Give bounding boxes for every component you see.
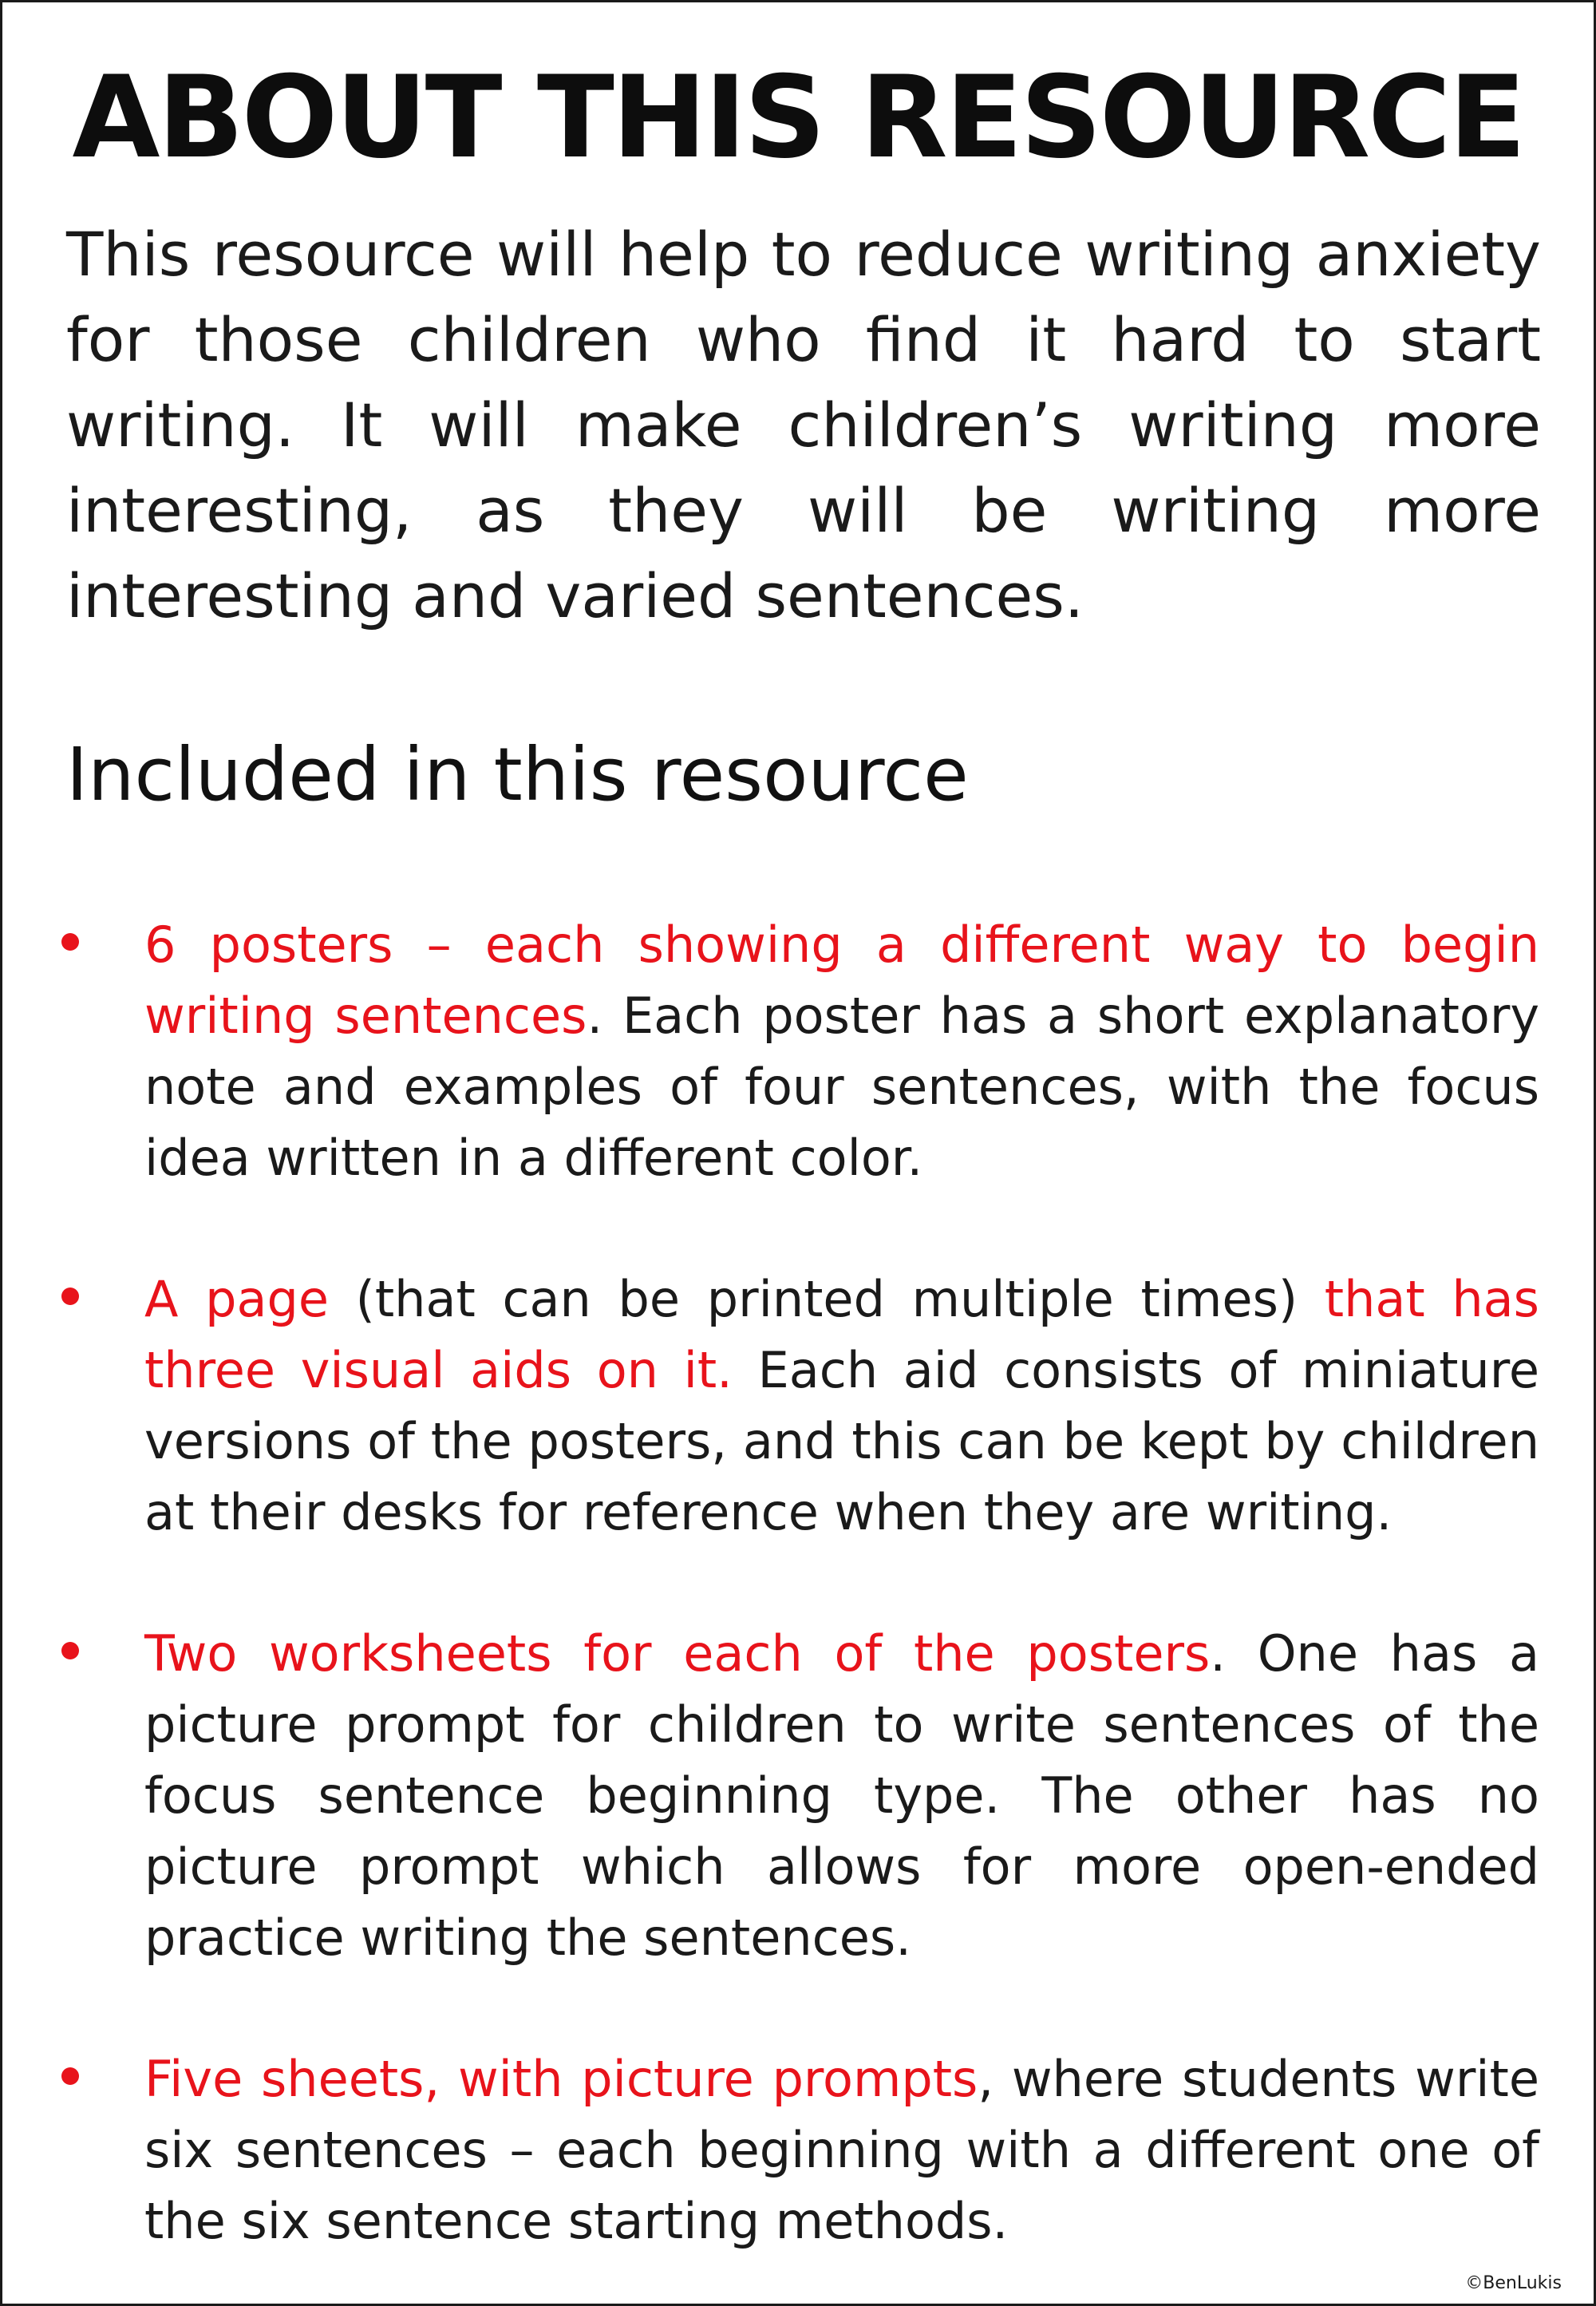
- bullet-icon: [61, 2067, 79, 2085]
- list-item: [144, 1264, 1539, 1548]
- bullet-icon: [61, 933, 79, 951]
- bullet-icon: [61, 1287, 79, 1305]
- item-text-secondary: Each aid consists of miniature versions of the posters, and this can be kept by children at their desks for reference when they are writing.: [144, 1341, 1539, 1541]
- intro-paragraph: This resource will help to reduce writing anxiety for those children who find it hard to start writing. It will make children’s writing more interesting, as they will be writing more interesting and varied sentences.: [66, 219, 1541, 631]
- list-item: [144, 909, 1539, 1193]
- included-heading: Included in this resource: [66, 732, 969, 817]
- item-highlight: Two worksheets for each of the posters: [144, 1624, 1211, 1683]
- item-highlight: 6 posters – each showing a different way to begin writing sentences: [144, 916, 1539, 1045]
- item-text: . One has a picture prompt for children to write sentences of the focus sentence beginning type. The other has no picture prompt which allows for more open-ended practice writing the sentences.: [144, 1624, 1539, 1967]
- list-item: [144, 1618, 1539, 1973]
- item-text: (that can be printed multiple times): [328, 1270, 1325, 1328]
- item-text: , where students write six sentences – each beginning with a different one of the six sentence starting methods.: [144, 2050, 1539, 2250]
- item-highlight: Five sheets, with picture prompts: [144, 2050, 978, 2108]
- item-highlight: A page: [144, 1270, 329, 1328]
- page-title: ABOUT THIS RESOURCE: [72, 52, 1524, 184]
- item-text: . Each poster has a short explanatory note and examples of four sentences, with the focus idea written in a different color.: [144, 987, 1540, 1187]
- item-highlight-secondary: that has three visual aids on it.: [144, 1270, 1539, 1399]
- bullet-icon: [61, 1642, 79, 1659]
- copyright-label: ©BenLukis: [1465, 2273, 1562, 2293]
- list-item: [144, 2043, 1539, 2257]
